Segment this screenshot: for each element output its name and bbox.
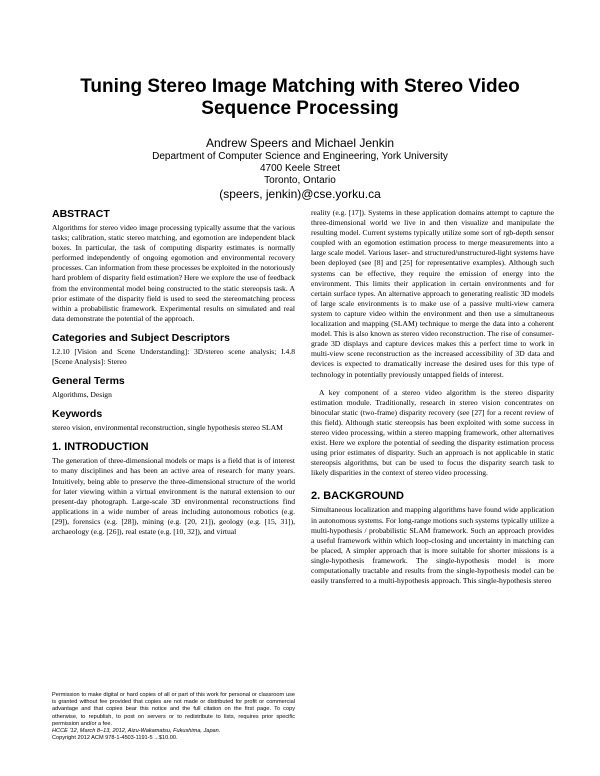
copyright-line: Copyright 2012 ACM 978-1-4503-1191-5 ...$10.00. bbox=[52, 735, 178, 742]
paper-title: Tuning Stereo Image Matching with Stereo Video Sequence Processing bbox=[80, 76, 520, 119]
author-street: 4700 Keele Street bbox=[259, 163, 341, 174]
author-city: Toronto, Ontario bbox=[264, 175, 336, 186]
introduction-heading: 1. INTRODUCTION bbox=[52, 441, 149, 454]
permission-notice bbox=[52, 692, 295, 742]
introduction-text: The generation of three-dimensional models or maps is a field that is of interest to many disciplines and has been an active area of research for many years. Intuitively, being able to preserve the three-dimensional structure of the world for later viewing within a virtual environment is the natural extension to our present-day photograph. Large-scale 3D environmental reconstructions find applications in a wide number of areas including autonomous robotics (e.g. [29]), forensics (e.g. [28]), mining (e.g. [20, 21]), geology (e.g. [15, 31]), archaeology (e.g. [26]), real estate (e.g. [10, 32]), and virtual bbox=[52, 456, 295, 536]
background-heading: 2. BACKGROUND bbox=[311, 490, 404, 503]
author-block bbox=[60, 136, 540, 201]
permission-text: Permission to make digital or hard copies of all or part of this work for personal or classroom use is granted without fee provided that copies are not made or distributed for profit or commercial advantage and that copies bear this notice and the full citation on the first page. To copy otherwise, to republish, to post on servers or to redistribute to lists, requires prior specific permission and/or a fee. bbox=[52, 692, 295, 727]
background-paragraph: Simultaneous localization and mapping algorithms have found wide application in autonomous systems. For long-range motions such systems typically utilize a multi-hypothesis / probabilistic SLAM framework. Such an approach provides a useful framework within which loop-closing and uncertainty in matching can be placed, A simpler approach that is more suitable for shorter missions is a single-hypothesis framework. The single-hypothesis model is more computationally tractable and results from the single-hypothesis model can be easily transferred to a multi-hypothesis approach. This single-hypothesis stereo bbox=[311, 505, 554, 586]
general-terms-text: Algorithms, Design bbox=[52, 390, 112, 400]
venue-line: HCCE '12, March 8–13, 2012, Aizu-Wakamatsu, Fukushima, Japan. bbox=[52, 728, 221, 735]
categories-text: I.2.10 [Vision and Scene Understanding]: 3D/stereo scene analysis; I.4.8 [Scene Analysis]: Stereo bbox=[52, 346, 295, 367]
keywords-text: stereo vision, environmental reconstruction, single hypothesis stereo SLAM bbox=[52, 423, 283, 433]
intro-paragraph-2: A key component of a stereo video algorithm is the stereo disparity estimation module. Traditionally, research in stereo vision concentrates on binocular static (two-frame) disparity recovery (see [27] for a recent review of this field). Although static stereopsis has been exploited with some success in stereo video processing, within a stereo mapping framework, other alternatives exist. Here we explore the potential of seeding the disparity estimation process using prior estimates of disparity. Such an approach is not applicable in static stereopsis algorithms, but can be used to focus the disparity search task to likely disparities in the context of stereo video processing. bbox=[311, 387, 554, 478]
abstract-text: Algorithms for stereo video image processing typically assume that the various tasks; calibration, static stereo matching, and egomotion are independent black boxes. In particular, the task of computing disparity estimates is normally performed independently of ongoing egomotion and environmental recovery processes. Can information from these processes be exploited in the notoriously hard problem of disparity field estimation? Here we explore the use of feedback from the environmental model being constructed to the static stereopsis task. A prior estimate of the disparity field is used to seed the stereomatching process within a probabilistic framework. Experimental results on simulated and real data demonstrate the potential of the approach. bbox=[52, 223, 295, 323]
intro-continued-paragraph: reality (e.g. [17]). Systems in these application domains attempt to capture the three-dimensional world we live in and then visualize and manipulate the resulting model. Current systems typically utilize some sort of rgb-depth sensor coupled with an egomotion estimation process to merge measurements into a large scale model. Various laser- and structured/unstructured-light systems have been deployed (see [8] and [25] for representative examples). Although such systems can be effective, they require the emission of energy into the environment. This limits their application in certain environments and for certain surface types. An alternative approach to generating realistic 3D models of large scale environments is to make use of a passive multi-view camera system to capture video within the environment and then use a simultaneous localization and mapping (SLAM) technique to merge the data into a coherent model. This is also known as stereo video reconstruction. The rise of consumer-grade 3D displays and capture devices makes this a perfect time to work in multi-view scene reconstruction as the increased accessibility of 3D data and devices is expected to dramatically increase the desired uses for this type of technology in potentially previously untapped fields of interest. bbox=[311, 208, 554, 379]
abstract-heading: ABSTRACT bbox=[52, 208, 110, 220]
author-names: Andrew Speers and Michael Jenkin bbox=[205, 136, 395, 150]
right-column bbox=[311, 208, 554, 594]
keywords-heading: Keywords bbox=[52, 408, 103, 421]
general-terms-heading: General Terms bbox=[52, 375, 125, 388]
author-department: Department of Computer Science and Engineering, York University bbox=[152, 151, 448, 162]
categories-heading: Categories and Subject Descriptors bbox=[52, 331, 230, 344]
left-column bbox=[52, 208, 295, 545]
author-email: (speers, jenkin)@cse.yorku.ca bbox=[219, 187, 381, 201]
